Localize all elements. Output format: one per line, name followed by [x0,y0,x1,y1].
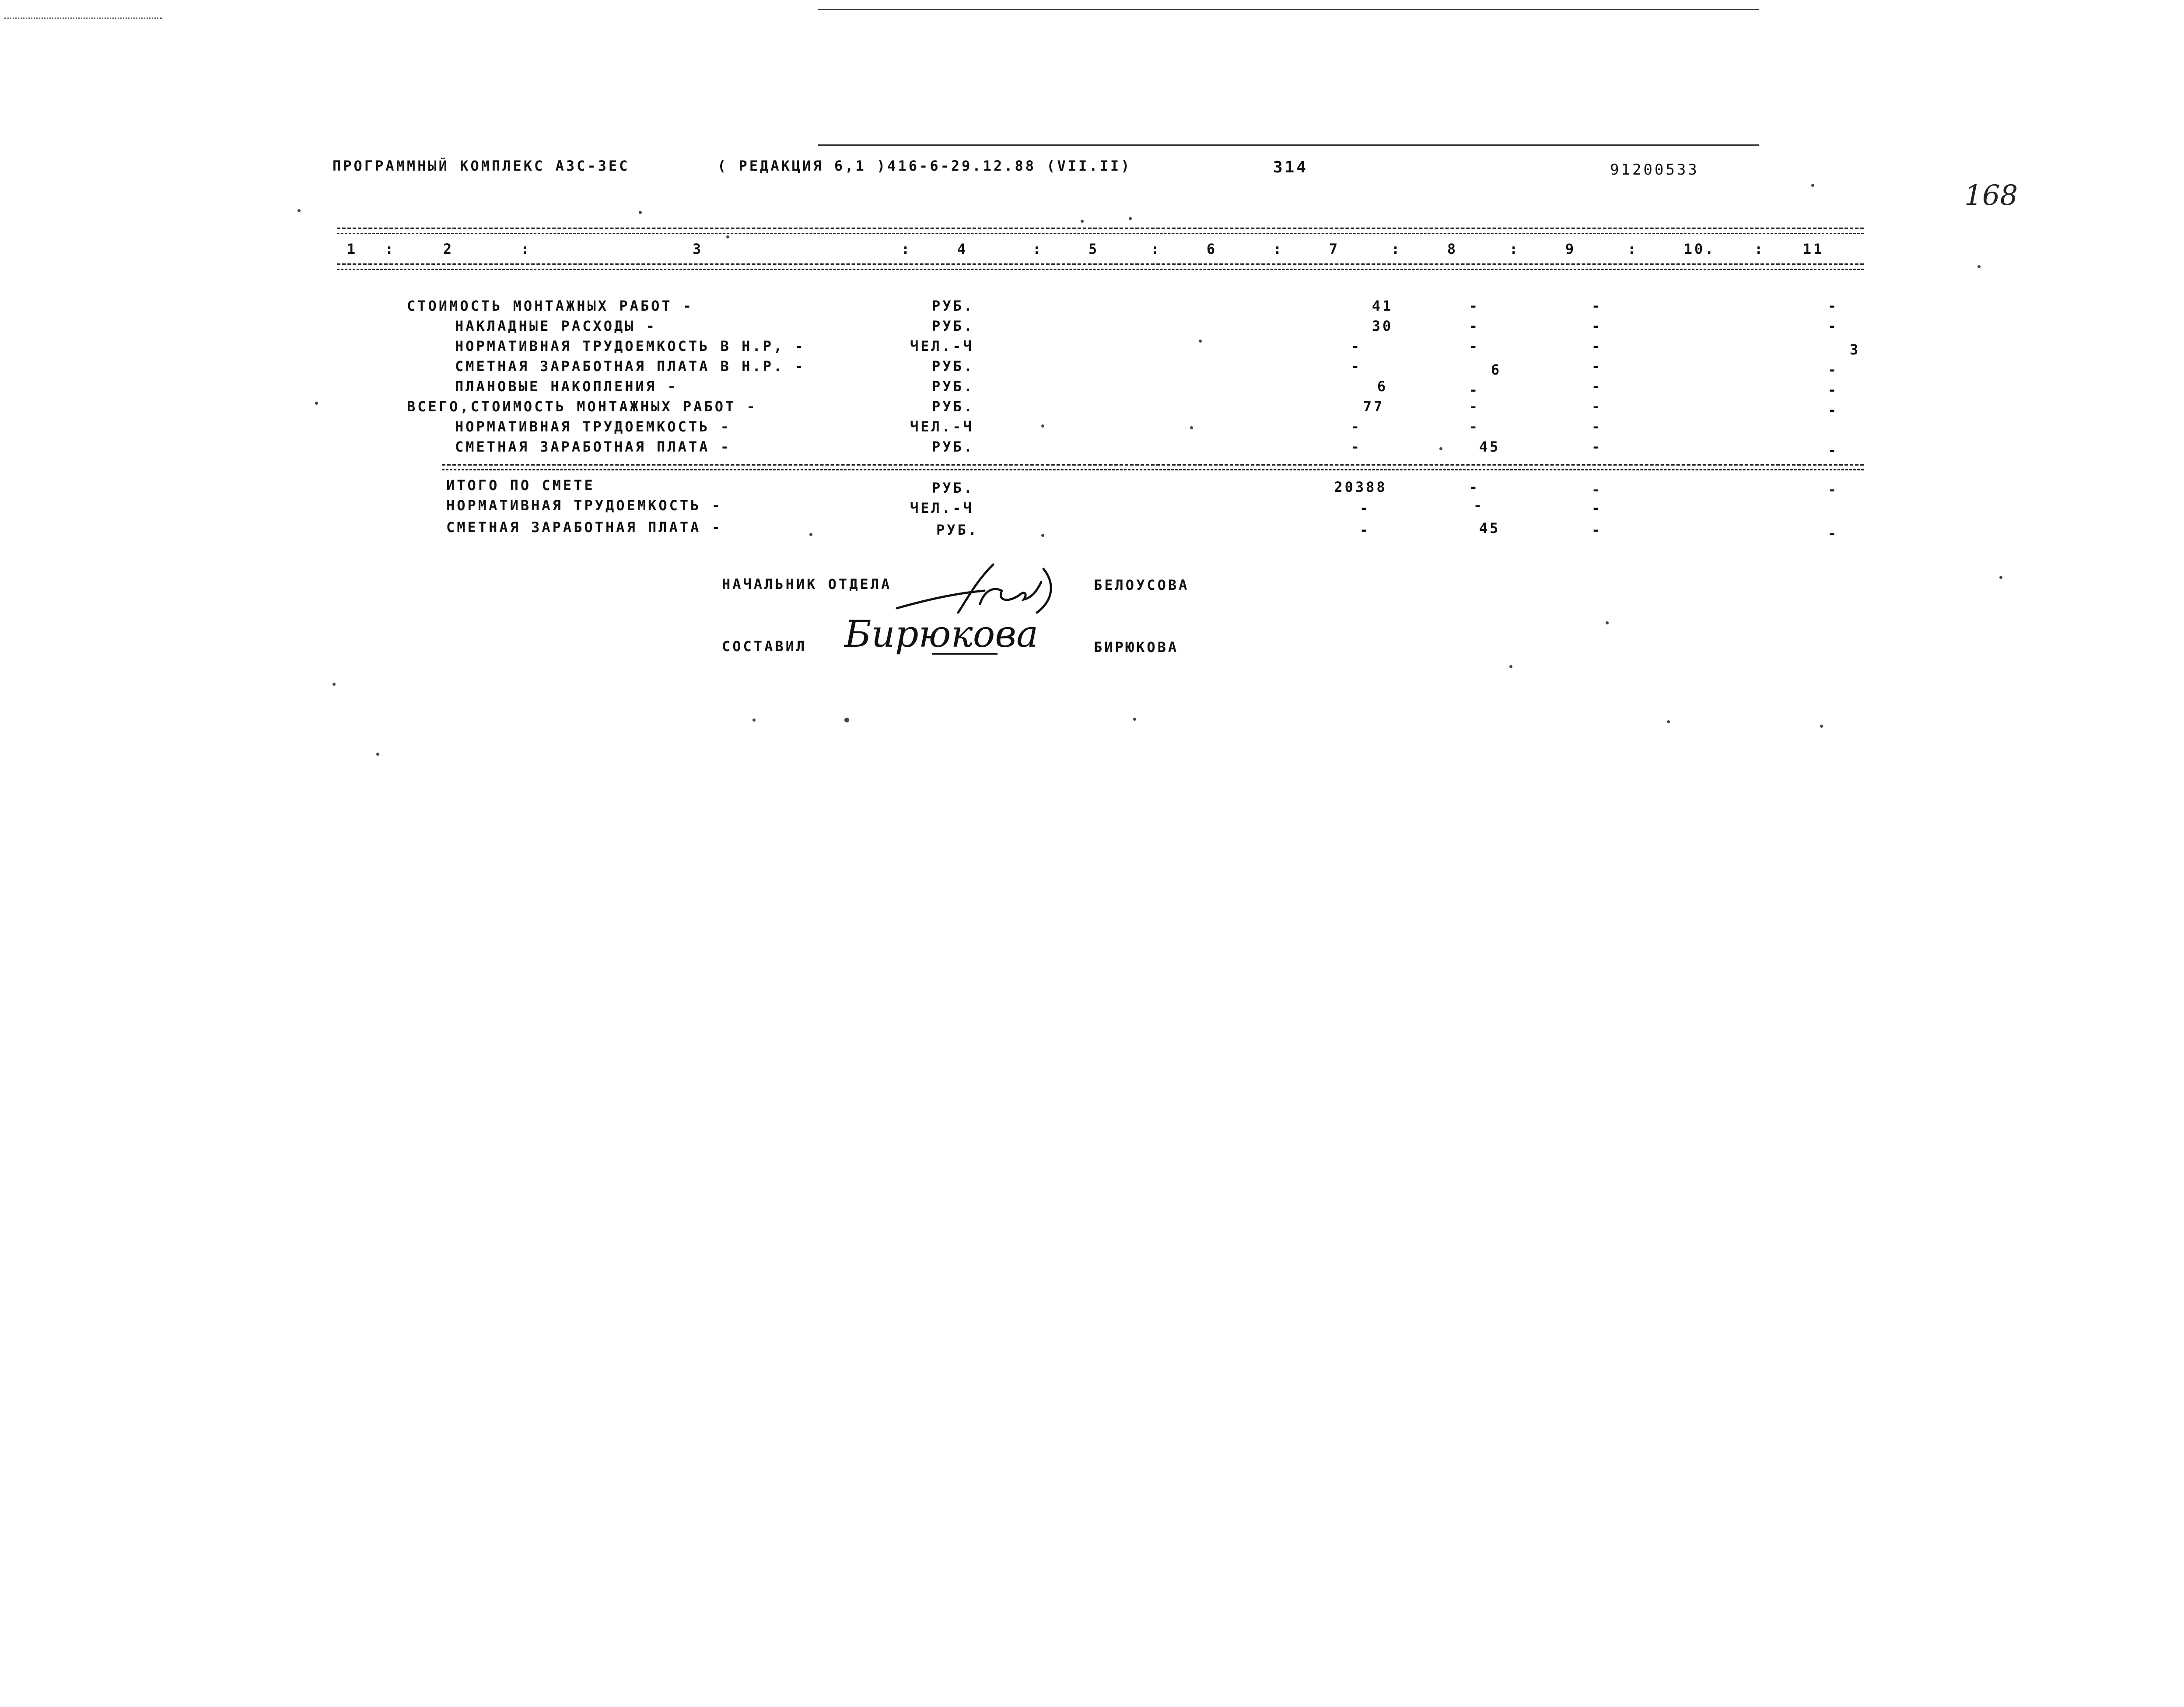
total-unit: ЧЕЛ.-Ч [910,500,974,516]
cell-col9: - [1591,378,1603,395]
col-header: 2 [443,241,454,257]
row-label: СМЕТНАЯ ЗАРАБОТНАЯ ПЛАТА - [455,438,731,455]
row-unit: РУБ. [932,358,975,375]
col-header: 10. [1684,241,1716,257]
col-separator: : [1032,241,1043,257]
code-number: 314 [1273,158,1309,176]
cell-col7: 77 [1363,398,1385,415]
scan-speck [1667,720,1670,723]
col-header: 8 [1447,241,1458,257]
cell-col11: - [1827,402,1839,418]
row-unit: РУБ. [932,318,975,334]
cell-col9: - [1591,298,1603,314]
col-separator: : [385,241,396,257]
total-label: ИТОГО ПО СМЕТЕ [446,477,595,494]
scan-speck [1509,665,1512,668]
program-name: ПРОГРАММНЫЙ КОМПЛЕКС АЗС-ЗЕС [332,158,630,174]
cell-col9: - [1591,418,1603,435]
scan-speck [1606,621,1609,624]
total-unit: РУБ. [936,522,979,538]
scan-speck [332,683,336,686]
row-unit: РУБ. [932,398,975,415]
col-header: 9 [1565,241,1576,257]
total-label: СМЕТНАЯ ЗАРАБОТНАЯ ПЛАТА - [446,519,722,536]
total-col8: - [1469,479,1480,495]
col-separator: : [1509,241,1520,257]
col-separator: : [1273,241,1284,257]
cell-col7: - [1351,438,1362,455]
signature-underline [932,653,998,655]
cell-col7: - [1351,418,1362,435]
total-col9: - [1591,500,1603,516]
scan-speck [1978,265,1981,268]
cell-col7: - [1351,358,1362,375]
total-col7: - [1359,522,1371,538]
scan-speck [1129,217,1132,220]
estimate-totals [0,0,2184,551]
cell-col9: - [1591,358,1603,375]
cell-col8: - [1469,382,1480,398]
cell-col8: - [1469,398,1480,415]
scan-speck [639,211,642,214]
head-of-department-name: БЕЛОУСОВА [1094,577,1190,593]
col-header: 3 [692,241,704,257]
head-of-department-title: НАЧАЛЬНИК ОТДЕЛА [722,576,892,592]
cell-col7: 6 [1377,378,1388,395]
cell-col8: - [1469,318,1480,334]
row-unit: РУБ. [932,298,975,314]
scan-speck [298,209,301,212]
total-col7: - [1359,500,1371,516]
compiler-title: СОСТАВИЛ [722,638,807,655]
total-unit: РУБ. [932,480,975,496]
col-separator: : [1628,241,1638,257]
row-label: СМЕТНАЯ ЗАРАБОТНАЯ ПЛАТА В Н.Р. - [455,358,805,375]
scan-speck [1811,184,1814,187]
col-header: 11 [1802,241,1824,257]
cell-col11: - [1827,442,1839,459]
cell-col11: - [1827,382,1839,398]
cell-col7: 30 [1372,318,1393,334]
row-label: ПЛАНОВЫЕ НАКОПЛЕНИЯ - [455,378,678,395]
scan-speck [376,753,379,756]
edition-info: ( РЕДАКЦИЯ 6,1 )416-6-29.12.88 (VII.II) [718,158,1132,174]
scan-speck [809,533,812,536]
compiler-name: БИРЮКОВА [1094,639,1179,655]
col-header: 5 [1088,241,1099,257]
scan-speck [1199,340,1202,343]
cell-col7: - [1351,338,1362,354]
scan-speck [1190,426,1193,429]
row-unit: ЧЕЛ.-Ч [910,418,974,435]
row-label: НОРМАТИВНАЯ ТРУДОЕМКОСТЬ - [455,418,731,435]
total-col11: - [1827,481,1839,498]
row-label: СТОИМОСТЬ МОНТАЖНЫХ РАБОТ - [407,298,694,314]
cell-col9: - [1591,318,1603,334]
head-signature-scribble [892,556,1059,621]
total-col9: - [1591,522,1603,538]
scan-speck [1439,447,1442,450]
scan-speck [844,718,849,722]
col-header: 6 [1206,241,1218,257]
cell-col11: - [1827,318,1839,334]
row-unit: РУБ. [932,378,975,395]
cell-col8: 45 [1479,438,1501,455]
col-separator: : [521,241,532,257]
cell-col8: - [1469,298,1480,314]
scan-speck [315,402,318,405]
total-col8: 45 [1479,520,1501,536]
cell-col8: - [1469,418,1480,435]
scan-speck [752,719,756,722]
row-label: ВСЕГО,СТОИМОСТЬ МОНТАЖНЫХ РАБОТ - [407,398,757,415]
scan-speck [1081,220,1084,223]
row-label: НОРМАТИВНАЯ ТРУДОЕМКОСТЬ В Н.Р, - [455,338,805,354]
total-label: НОРМАТИВНАЯ ТРУДОЕМКОСТЬ - [446,497,722,514]
cell-col8: 6 [1491,361,1502,378]
scan-speck [1041,424,1044,428]
cell-col9: - [1591,338,1603,354]
cell-col7: 41 [1372,298,1393,314]
col-header: 1 [346,241,358,257]
total-col9: - [1591,481,1603,498]
col-separator: : [1391,241,1402,257]
col-separator: : [1754,241,1765,257]
cell-col11: - [1827,361,1839,378]
row-unit: РУБ. [932,438,975,455]
compiler-handwritten-signature: Бирюкова [844,613,1039,655]
document-number: 91200533 [1610,161,1699,179]
total-col8: - [1473,497,1484,514]
total-col11: - [1827,525,1839,542]
scan-speck [726,235,729,238]
col-header: 4 [957,241,968,257]
cell-col11: 3 [1849,341,1861,358]
scan-speck [1133,718,1136,721]
scan-speck [1999,576,2002,579]
scan-speck [1820,725,1823,728]
col-separator: : [1151,241,1162,257]
page-number: 168 [1964,179,2018,212]
col-header: 7 [1329,241,1340,257]
row-label: НАКЛАДНЫЕ РАСХОДЫ - [455,318,657,334]
cell-col11: - [1827,298,1839,314]
total-col7: 20388 [1334,479,1387,495]
scan-speck [1041,534,1044,537]
cell-col9: - [1591,438,1603,455]
row-unit: ЧЕЛ.-Ч [910,338,974,354]
cell-col9: - [1591,398,1603,415]
cell-col8: - [1469,338,1480,354]
col-separator: : [901,241,912,257]
